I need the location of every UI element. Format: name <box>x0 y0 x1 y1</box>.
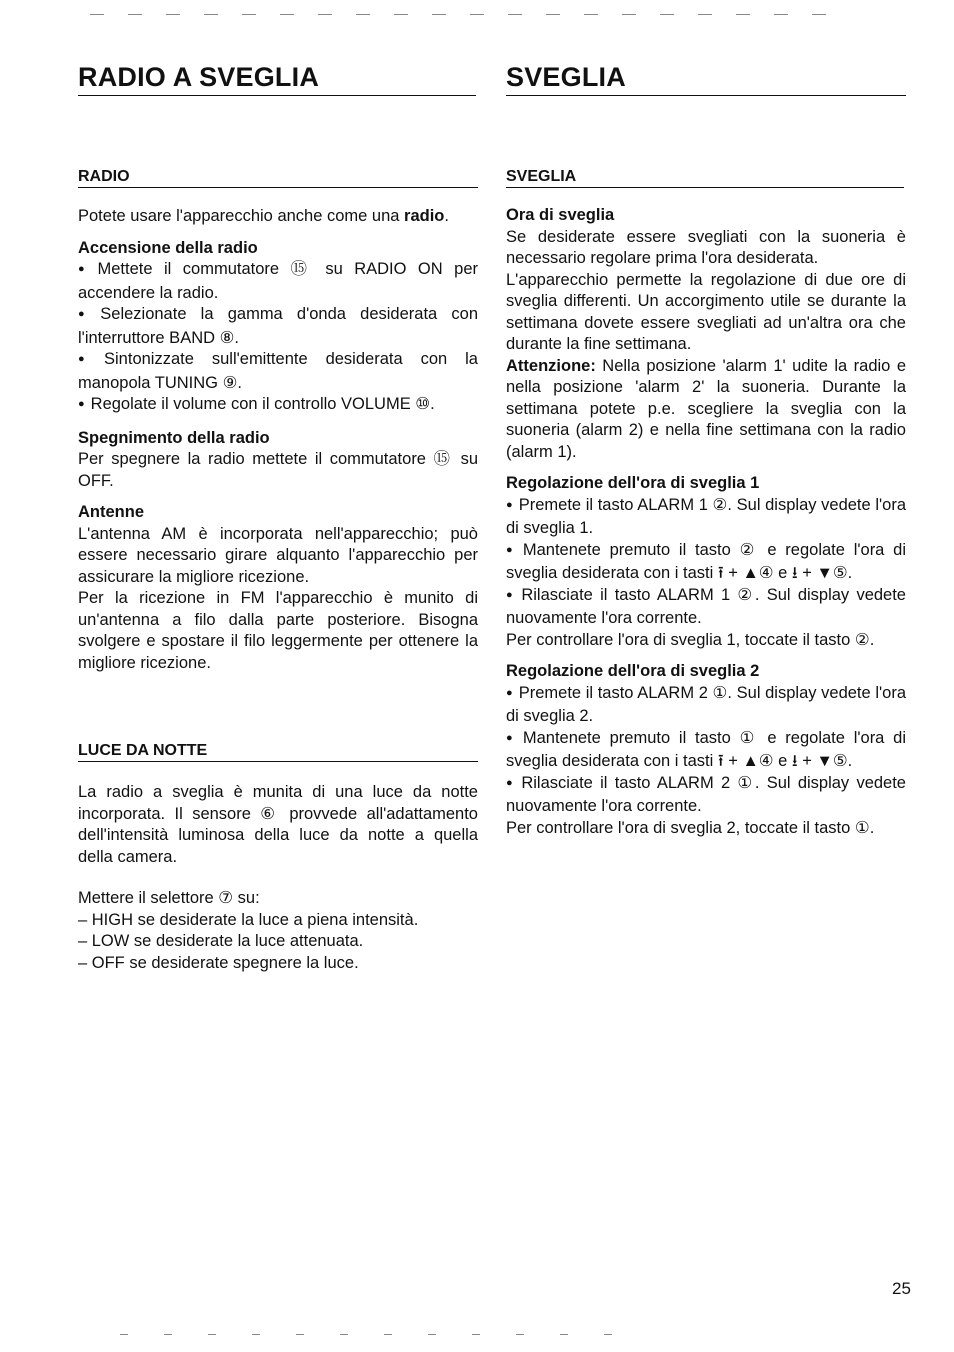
night-light-paragraph: La radio a sveglia è munita di una luce da notte incorporata. Il sensore ⑥ provvede all'adattamento dell'intensità luminosa della luce da notte a quella della camera. <box>78 783 478 866</box>
radio-section-body <box>78 206 478 674</box>
scan-artifact-top <box>90 14 830 15</box>
alarm-time-paragraph: L'apparecchio permette la regolazione di due ore di sveglia differenti. Un accorgimento utile se durante la settimana dovete essere svegliati ad un'altra ora che durante la fine settimana. <box>506 270 906 353</box>
set-alarm-2-step: ● Rilasciate il tasto ALARM 2 ①. Sul display vedete nuovamente l'ora corrente. <box>506 773 906 818</box>
radio-on-step: ● Sintonizzate sull'emittente desiderata con la manopola TUNING ⑨. <box>78 349 478 394</box>
radio-intro: Potete usare l'apparecchio anche come una radio. <box>78 207 449 225</box>
subheading-set-alarm-1: Regolazione dell'ora di sveglia 1 <box>506 474 760 492</box>
alarm-time-paragraph: Se desiderate essere svegliati con la suoneria è necessario regolare prima l'ora desiderata. <box>506 227 906 267</box>
selector-instruction: Mettere il selettore ⑦ su: <box>78 889 260 907</box>
subheading-set-alarm-2: Regolazione dell'ora di sveglia 2 <box>506 662 760 680</box>
attention-note: Attenzione: Nella posizione 'alarm 1' udite la radio e nella posizione 'alarm 2' la suoneria. Durante la settimana potete p.e. scegliere la sveglia con la suoneria (alarm 2) e nella fine settimana con la radio (alarm 1). <box>506 356 906 461</box>
set-alarm-1-step: ● Mantenete premuto il tasto ② e regolate l'ora di sveglia desiderata con i tasti ⭱ + ▲④ e ⭳ + ▼⑤. <box>506 540 906 585</box>
selector-option-high: – HIGH se desiderate la luce a piena intensità. <box>78 910 419 929</box>
selector-option-low: – LOW se desiderate la luce attenuata. <box>78 932 364 950</box>
set-alarm-1-step: ● Rilasciate il tasto ALARM 1 ②. Sul display vedete nuovamente l'ora corrente. <box>506 585 906 630</box>
scan-artifact-bottom <box>120 1334 640 1335</box>
set-alarm-2-step: ● Mantenete premuto il tasto ① e regolate l'ora di sveglia desiderata con i tasti ⭱ + ▲④ e ⭳ + ▼⑤. <box>506 728 906 773</box>
check-alarm-2-text: Per controllare l'ora di sveglia 2, toccate il tasto ①. <box>506 818 875 837</box>
radio-on-step: ● Selezionate la gamma d'onda desiderata con l'interruttore BAND ⑧. <box>78 304 478 349</box>
subheading-alarm-time: Ora di sveglia <box>506 206 615 224</box>
page-number: 25 <box>892 1279 911 1298</box>
subheading-radio-on: Accensione della radio <box>78 238 258 257</box>
alarm-section-body <box>506 205 906 839</box>
set-alarm-1-step: ● Premete il tasto ALARM 1 ②. Sul display vedete l'ora di sveglia 1. <box>506 495 906 540</box>
radio-on-step: ● Mettete il commutatore ⑮ su RADIO ON per accendere la radio. <box>78 259 478 304</box>
page-title-alarm: SVEGLIA <box>506 62 906 96</box>
antenna-paragraph-fm: Per la ricezione in FM l'apparecchio è munito di un'antenna a filo dalla parte posteriore. Bisogna svolgere e spostare il filo leggermente per ottenere la migliore ricezione. <box>78 589 478 672</box>
antenna-paragraph-am: L'antenna AM è incorporata nell'apparecchio; può essere necessario girare alquanto l'apparecchio per assicurare la migliore ricezione. <box>78 524 478 586</box>
night-light-body <box>78 782 478 974</box>
section-heading-night-light: LUCE DA NOTTE <box>78 742 478 762</box>
set-alarm-2-step: ● Premete il tasto ALARM 2 ①. Sul display vedete l'ora di sveglia 2. <box>506 683 906 728</box>
page-title-radio-alarm: RADIO A SVEGLIA <box>78 62 476 96</box>
subheading-radio-off: Spegnimento della radio <box>78 428 270 447</box>
subheading-antenna: Antenne <box>78 503 144 521</box>
section-heading-radio: RADIO <box>78 168 478 188</box>
section-heading-alarm: SVEGLIA <box>506 168 904 188</box>
radio-on-step: ● Regolate il volume con il controllo VOLUME ⑩. <box>78 394 478 418</box>
check-alarm-1-text: Per controllare l'ora di sveglia 1, toccate il tasto ②. <box>506 630 875 649</box>
radio-off-text: Per spegnere la radio mettete il commutatore ⑮ su OFF. <box>78 450 478 490</box>
selector-option-off: – OFF se desiderate spegnere la luce. <box>78 953 359 972</box>
